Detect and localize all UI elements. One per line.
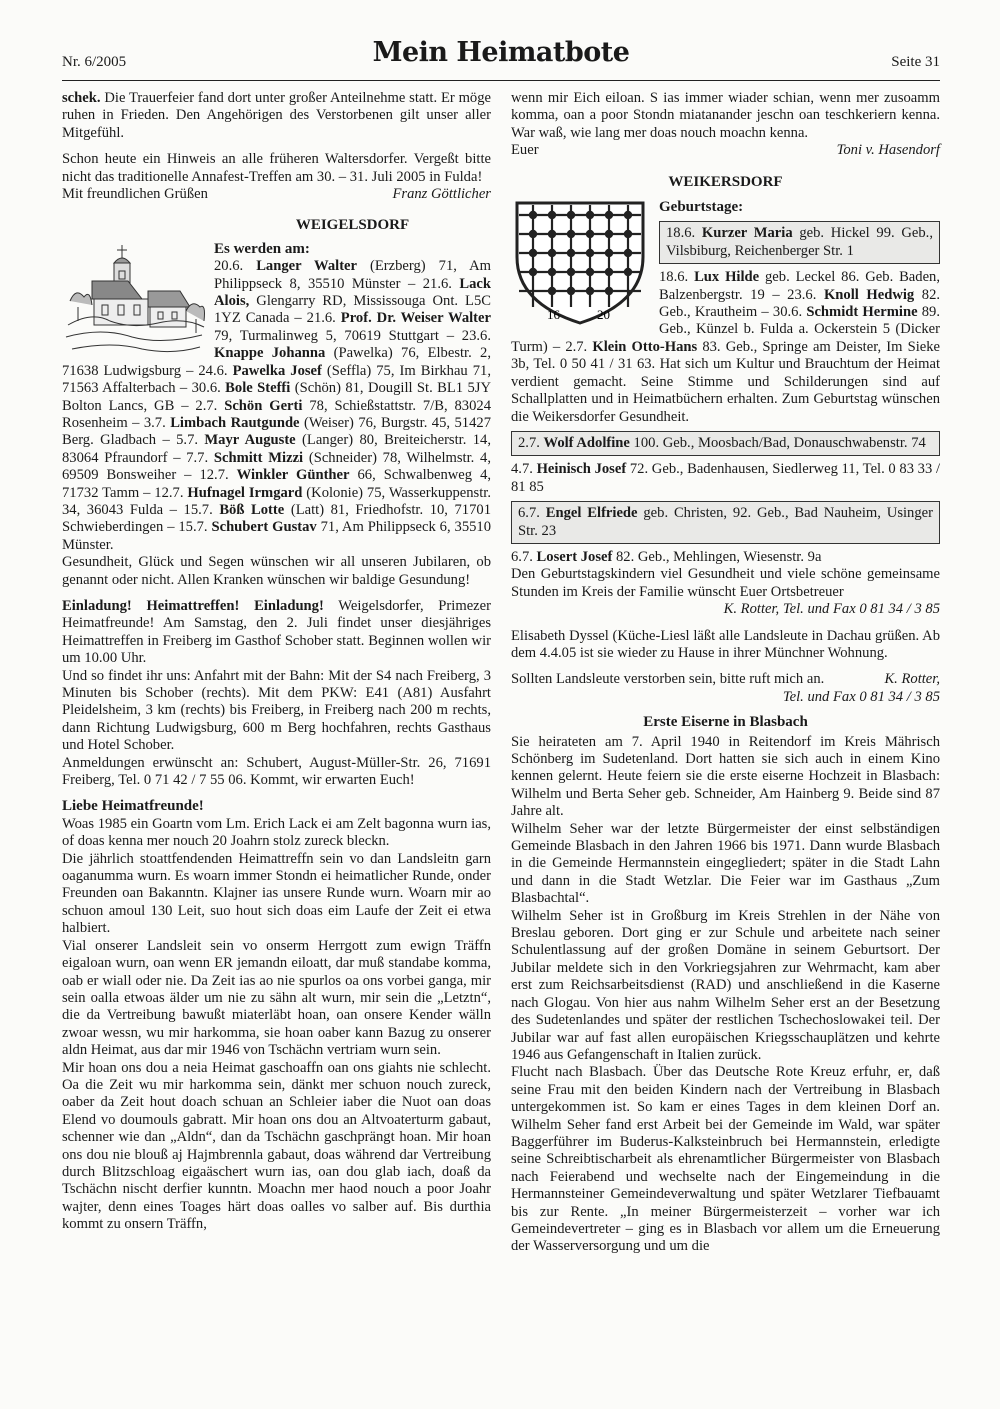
greeting-author: Franz Göttlicher bbox=[392, 186, 491, 203]
bold-name: schek. bbox=[62, 90, 101, 106]
weigelsdorf-birthdays: 20.6. Langer Walter (Erzberg) 71, Am Philippseck 8, 35510 Münster – 21.6. Lack Alois, Glengarry RD, Mississouga Ont. L5C 1YZ Canada – 21.6. Prof. Dr. Weiser Walter 79, Turmalinweg 5, 70619 Stuttgart – 23.6. Knappe Johanna (Pawelka) 76, Elbestr. 2, 71638 Ludwigsburg – 24.6. Pawelka Josef (Seffla) 75, Im Birkhau 71, 71563 Affalterbach – 30.6. Bole Steffi (Schön) 81, Dougill St. BL1 5JY Bolton Lancs, GB – 2.7. Schön Gerti 78, Schießstattstr. 7/B, 83024 Rosenheim – 3.7. Limbach Rautgunde (Weiser) 76, Burgstr. 45, 51427 Berg. Gladbach – 5.7. Mayr Auguste (Langer) 80, Breiteicherstr. 14, 83064 Pfraundorf – 7.7. Schmitt Mizzi (Schneider) 78, Wilhelmstr. 4, 69509 Bonsweiher – 12.7. Winkler Günther 66, Schwalbenweg 4, 71732 Tamm – 12.7. Hufnagel Irmgard (Kolonie) 75, Wasserkuppenstr. 34, 36043 Fulda – 15.7. Böß Lotte (Latt) 81, Friedhofstr. 10, 71701 Schwieberdingen – 15.7. Schubert Gustav 71, Am Philippseck 6, 35510 Münster. bbox=[62, 258, 491, 553]
weikersdorf-subtitle: Geburtstage: bbox=[659, 199, 744, 216]
deceased-author: K. Rotter, bbox=[884, 671, 940, 688]
bold-name: Bole Steffi bbox=[225, 380, 291, 397]
weigelsdorf-section bbox=[62, 203, 491, 554]
page-header bbox=[62, 37, 940, 78]
eiserne-paragraph: Wilhelm Seher ist in Großburg im Kreis Strehlen in der Nähe von Breslau geboren. Dort ging er zur Schule und arbeitete nach seiner Schulentlassung auf der großen Domäne in seinem Geburtsort. Der Jubilar meldete sich in den Vorkriegsjahren zur Wehrmacht, kam aber erst zum Reichsarbeitsdienst (RAD) und anschließend in die Kaserne nach Glogau. Von hier aus nahm Wilhelm Seher erst an der Besetzung des Sudetenlandes und später der restlichen Tschechoslowakei teil. Der Jubilar war auf fast allen europäischen Kriegsschauplätzen und kehrte 1946 aus Gefangenschaft in Italien zurück. bbox=[511, 907, 940, 1063]
bold-name: Schmidt Hermine bbox=[806, 304, 918, 321]
directions: Und so findet ihr uns: Anfahrt mit der Bahn: Mit der S4 nach Freiberg, 3 Minuten bis Schober (rechts). Mit dem PKW: E41 (A81) Ausfahrt Pleidelsheim, 3 km (rechts) bis Freiberg, in Freiberg nach 200 m rechts, dann Richtung Ludwigsburg, 600 m Berg hochfahren, rechts Gasthaus und Hotel Schober. bbox=[62, 667, 491, 754]
eiserne-title: Erste Eiserne in Blasbach bbox=[643, 714, 808, 731]
greeting: Mit freundlichen Grüßen bbox=[62, 186, 208, 203]
bold-name: Losert Josef bbox=[536, 548, 613, 565]
bold-name: Langer Walter bbox=[256, 258, 358, 275]
bold-name: Pawelka Josef bbox=[232, 362, 322, 379]
obituary-end: schek. Die Trauerfeier fand dort unter großer Anteilnehme statt. Er möge ruhen in Frieden. Den Angehörigen des Verstorbenen gilt unser aller Mitgefühl. bbox=[62, 90, 491, 141]
bold-name: Schmitt Mizzi bbox=[213, 449, 304, 466]
letter-paragraph: Die jährlich stoattfendenden Heimattreffn sein vo dan Landsleitn garn oaganumma wurn. Es woarn immer Stondn ei heimatlicher Runde, onder Freunden oan Bakanntn. Klajner ias unsere Runde wurn. Woarn mir ao schuon amoul 130 Leit, suo hout sich doas eim Laufe der Zeit ei etwa halbiert. bbox=[62, 850, 491, 937]
weikersdorf-title: WEIKERSDORF bbox=[668, 173, 783, 190]
bold-name: Schubert Gustav bbox=[211, 519, 317, 536]
bold-name: Schön Gerti bbox=[224, 397, 303, 414]
bold-name: Engel Elfriede bbox=[545, 505, 638, 522]
birthday-losert: 6.7. Losert Josef 82. Geb., Mehlingen, Wiesenstr. 9a bbox=[511, 548, 822, 565]
invitation: Einladung! Heimattreffen! Einladung! Weigelsdorfer, Primezer Heimatfreunde! Am Samstag, den 2. Juli findet unser diesjähriges Heimattreffen in Freiberg im Gasthof Schober statt. Beginnen wollen wir um 10.00 Uhr. bbox=[62, 597, 491, 667]
coat-year-left: 16 bbox=[547, 307, 560, 323]
left-column bbox=[62, 90, 491, 1234]
bold-name: Knappe Johanna bbox=[214, 345, 326, 362]
coat-year-right: 20 bbox=[597, 307, 610, 323]
issue-number: Nr. 6/2005 bbox=[62, 54, 127, 70]
birthday-box-engel: 6.7. Engel Elfriede geb. Christen, 92. Geb., Bad Nauheim, Usinger Str. 23 bbox=[511, 501, 940, 544]
deceased-text: Sollten Landsleute verstorben sein, bitte ruft mich an. bbox=[511, 671, 825, 688]
birthday-box-kurzer: 18.6. Kurzer Maria geb. Hickel 99. Geb., Vilsbiburg, Reichenberger Str. 1 bbox=[659, 221, 940, 264]
bold-name: Winkler Günther bbox=[236, 467, 350, 484]
letter-continued: wenn mir Eich eiloan. S ias immer wiader schian, wenn mer zusoamm komma, oan a poor Stondn miatanander jeschn oan teschkeriern kenna. War waß, wie lang mer doas nouch moachn kenna. bbox=[511, 90, 940, 141]
bold-name: Wolf Adolfine bbox=[543, 434, 630, 451]
bold-name: Kurzer Maria bbox=[701, 225, 793, 242]
weikersdorf-contact: K. Rotter, Tel. und Fax 0 81 34 / 3 85 bbox=[723, 601, 940, 618]
eiserne-paragraph: Wilhelm Seher war der letzte Bürgermeister der einst selbständigen Gemeinde Blasbach in den Jahren 1966 bis 1971. Dann wurde Blasbach in die Gemeinde Hermannstein eingegliedert; später in die Stadt Lahn und dann in die Stadt Wetzlar. Die Feier war im Gasthaus „Zum Blasbachtal“. bbox=[511, 820, 940, 907]
letter-paragraph: Vial onserer Landsleit sein vo onserm Herrgott zum ewign Träffn eigaloan wurn, oan wenn ER jemandn eiloatt, dar muß standabe komma, oab er wiall oder nie. Da Zeit ias ao nie spurlos oa ons vorbei ganga, mir sein oalla etwoas älder um nie zu sähn alt wurn, mir sein die „Letztn“, die da Vertreibung bawußt miaterläbt hoan, oan onsere Kender wälln zwoar wessn, wu mir harkomma, sie hoan oaber kann Bazug zu onserer aldn Heimat, aus dar mir 1946 von Tschächn vertriam wurn sein. bbox=[62, 937, 491, 1059]
bold-name: Knoll Hedwig bbox=[823, 286, 915, 303]
bold-name: Einladung! Heimattreffen! Einladung! bbox=[62, 597, 324, 614]
weigelsdorf-subtitle: Es werden am: bbox=[214, 240, 310, 257]
coat-of-arms-illustration bbox=[511, 197, 649, 329]
weigelsdorf-title: WEIGELSDORF bbox=[295, 217, 410, 234]
bold-name: Hufnagel Irmgard bbox=[187, 484, 303, 501]
bold-name: Heinisch Josef bbox=[536, 461, 627, 478]
euer: Euer bbox=[511, 142, 539, 159]
header-rule bbox=[62, 80, 940, 81]
bold-name: Böß Lotte bbox=[219, 501, 285, 518]
weikersdorf-wishes: Den Geburtstagskindern viel Gesundheit und viele schöne gemeinsame Stunden im Kreis der Familie wünscht Euer Ortsbetreuer bbox=[511, 566, 940, 600]
right-column bbox=[511, 90, 940, 1256]
church-illustration bbox=[62, 241, 208, 359]
weikersdorf-birthdays: 18.6. Lux Hilde geb. Leckel 86. Geb. Baden, Balzenbergstr. 19 – 23.6. Knoll Hedwig 82. Geb., Krautheim – 30.6. Schmidt Hermine 89. Geb., Künzel b. Fulda a. Ockerstein 5 (Dicker Turm) – 2.7. Klein Otto-Hans 83. Geb., Springe am Deister, Im Sieke 3b, Tel. 0 50 41 / 31 63. Hat sich um Kultur und Brauchtum der Heimat verdient gemacht. Seine Stimme und Schilderungen sind auf Schallplatten und in Heimatbüchern erhalten. Zum Geburtstag wünschen die Weikersdorfer Gesundheit. bbox=[511, 269, 940, 425]
eiserne-paragraph: Flucht nach Blasbach. Über das Deutsche Rote Kreuz erfuhr, er, daß seine Frau mit den beiden Kindern nach der Vertreibung in Blasbach untergekommen ist. So kam er eines Tages in dem kleinen Dorf an. Wilhelm Seher fand erst Arbeit bei der Gemeinde im Wald, war später Baggerführer im Buderus-Kalksteinbruch bei Hermannstein, erledigte seine Schreibtischarbeit als ehrenamtlicher Bürgermeister von Blasbach nach Feierabend und wechselte nach der Eingemeindung in die Hermannsteiner Gemeindeverwaltung und später Wetzlarer Tiefbauamt bis zur Rente. „In meiner Bürgermeisterzeit – vorher war ich Gemeindevertreter – ging es in Blasbach vor allem um die Erneuerung der Wasserversorgung und um die bbox=[511, 1064, 940, 1255]
bold-name: Lack Alois, bbox=[214, 275, 491, 310]
letter-paragraph: Woas 1985 ein Goartn vom Lm. Erich Lack ei am Zelt bagonna wurn ias, of doas kenna mer nouch 20 Joahrn stolz zureck bleckn. bbox=[62, 815, 491, 850]
dyssel-note: Elisabeth Dyssel (Küche-Liesl läßt alle Landsleute in Dachau grüßen. Ab dem 4.4.05 ist sie wieder zu Hause in ihrer Münchner Wohnung. bbox=[511, 627, 940, 661]
annafest-notice: Schon heute ein Hinweis an alle früheren Waltersdorfer. Vergeßt bitte nicht das traditionelle Annafest-Treffen am 30. – 31. Juli 2005 in Fulda! bbox=[62, 151, 491, 185]
bold-name: Lux Hilde bbox=[694, 269, 760, 286]
bold-name: Klein Otto-Hans bbox=[592, 338, 698, 355]
bold-name: Prof. Dr. Weiser Walter bbox=[340, 310, 491, 327]
letter-paragraph: Mir hoan ons dou a neia Heimat gaschoaffn oan ons giahts nie schlecht. Oa die Zeit wu mir harkomma sein, dänkt mer schuon nouch zureck, oaber da Zeit hout doach schuan an Schleier iaber die Nuot oan doas Elend vo doumouls gabratt. Mir hoan ons dou an Altvoaterturm gabaut, schenner wie dan „Aldn“, dan da Tschächn gaschprängt hoan. Mir hoan ons dou nie blouß aj Hajmbrennla gabaut, doas während dar Vertreibung durch Blitzschloag eigaäschert wurn ias, oan dou glab iach, doaß da Tschächn nischt derfier kunntn. Moachn mer haod nouch a poor Joahr wajter, denn eines Toages härt doas oalles vo salber auf. Bis durthia kommt zu onsern Träffn, bbox=[62, 1059, 491, 1233]
weigelsdorf-wishes: Gesundheit, Glück und Segen wünschen wir all unseren Jubilaren, ob genannt oder nicht. Allen Kranken wünschen wir baldige Gesundung! bbox=[62, 554, 491, 588]
letter-signature bbox=[511, 142, 940, 159]
eiserne-paragraph: Sie heirateten am 7. April 1940 in Reitendorf im Kreis Mährisch Schönberg im Sudetenland. Dort hatten sie sich auch in einem Kino kennen gelernt. Heute feiern sie die erste eiserne Hochzeit in Blasbach: Wilhelm und Berta Seher geb. Schneider, Am Hainberg 9. Beide sind 87 Jahre alt. bbox=[511, 733, 940, 820]
birthday-heinisch: 4.7. Heinisch Josef 72. Geb., Badenhausen, Siedlerweg 11, Tel. 0 83 33 / 81 85 bbox=[511, 461, 940, 495]
greeting-line bbox=[62, 186, 491, 203]
weikersdorf-section bbox=[511, 197, 940, 426]
letter-title: Liebe Heimatfreunde! bbox=[62, 798, 204, 815]
masthead-title: Mein Heimatbote bbox=[372, 37, 630, 68]
registration: Anmeldungen erwünscht an: Schubert, August-Müller-Str. 26, 71691 Freiberg, Tel. 0 71 42 / 7 55 06. Kommt, wir erwarten Euch! bbox=[62, 754, 491, 789]
letter-author: Toni v. Hasendorf bbox=[836, 142, 940, 159]
bold-name: Mayr Auguste bbox=[204, 432, 296, 449]
birthday-box-wolf: 2.7. Wolf Adolfine 100. Geb., Moosbach/Bad, Donauschwabenstr. 74 bbox=[511, 431, 940, 456]
deceased-contact: Tel. und Fax 0 81 34 / 3 85 bbox=[782, 688, 940, 705]
deceased-note bbox=[511, 671, 940, 688]
bold-name: Limbach Rautgunde bbox=[170, 414, 300, 431]
page-number: Seite 31 bbox=[891, 54, 940, 70]
